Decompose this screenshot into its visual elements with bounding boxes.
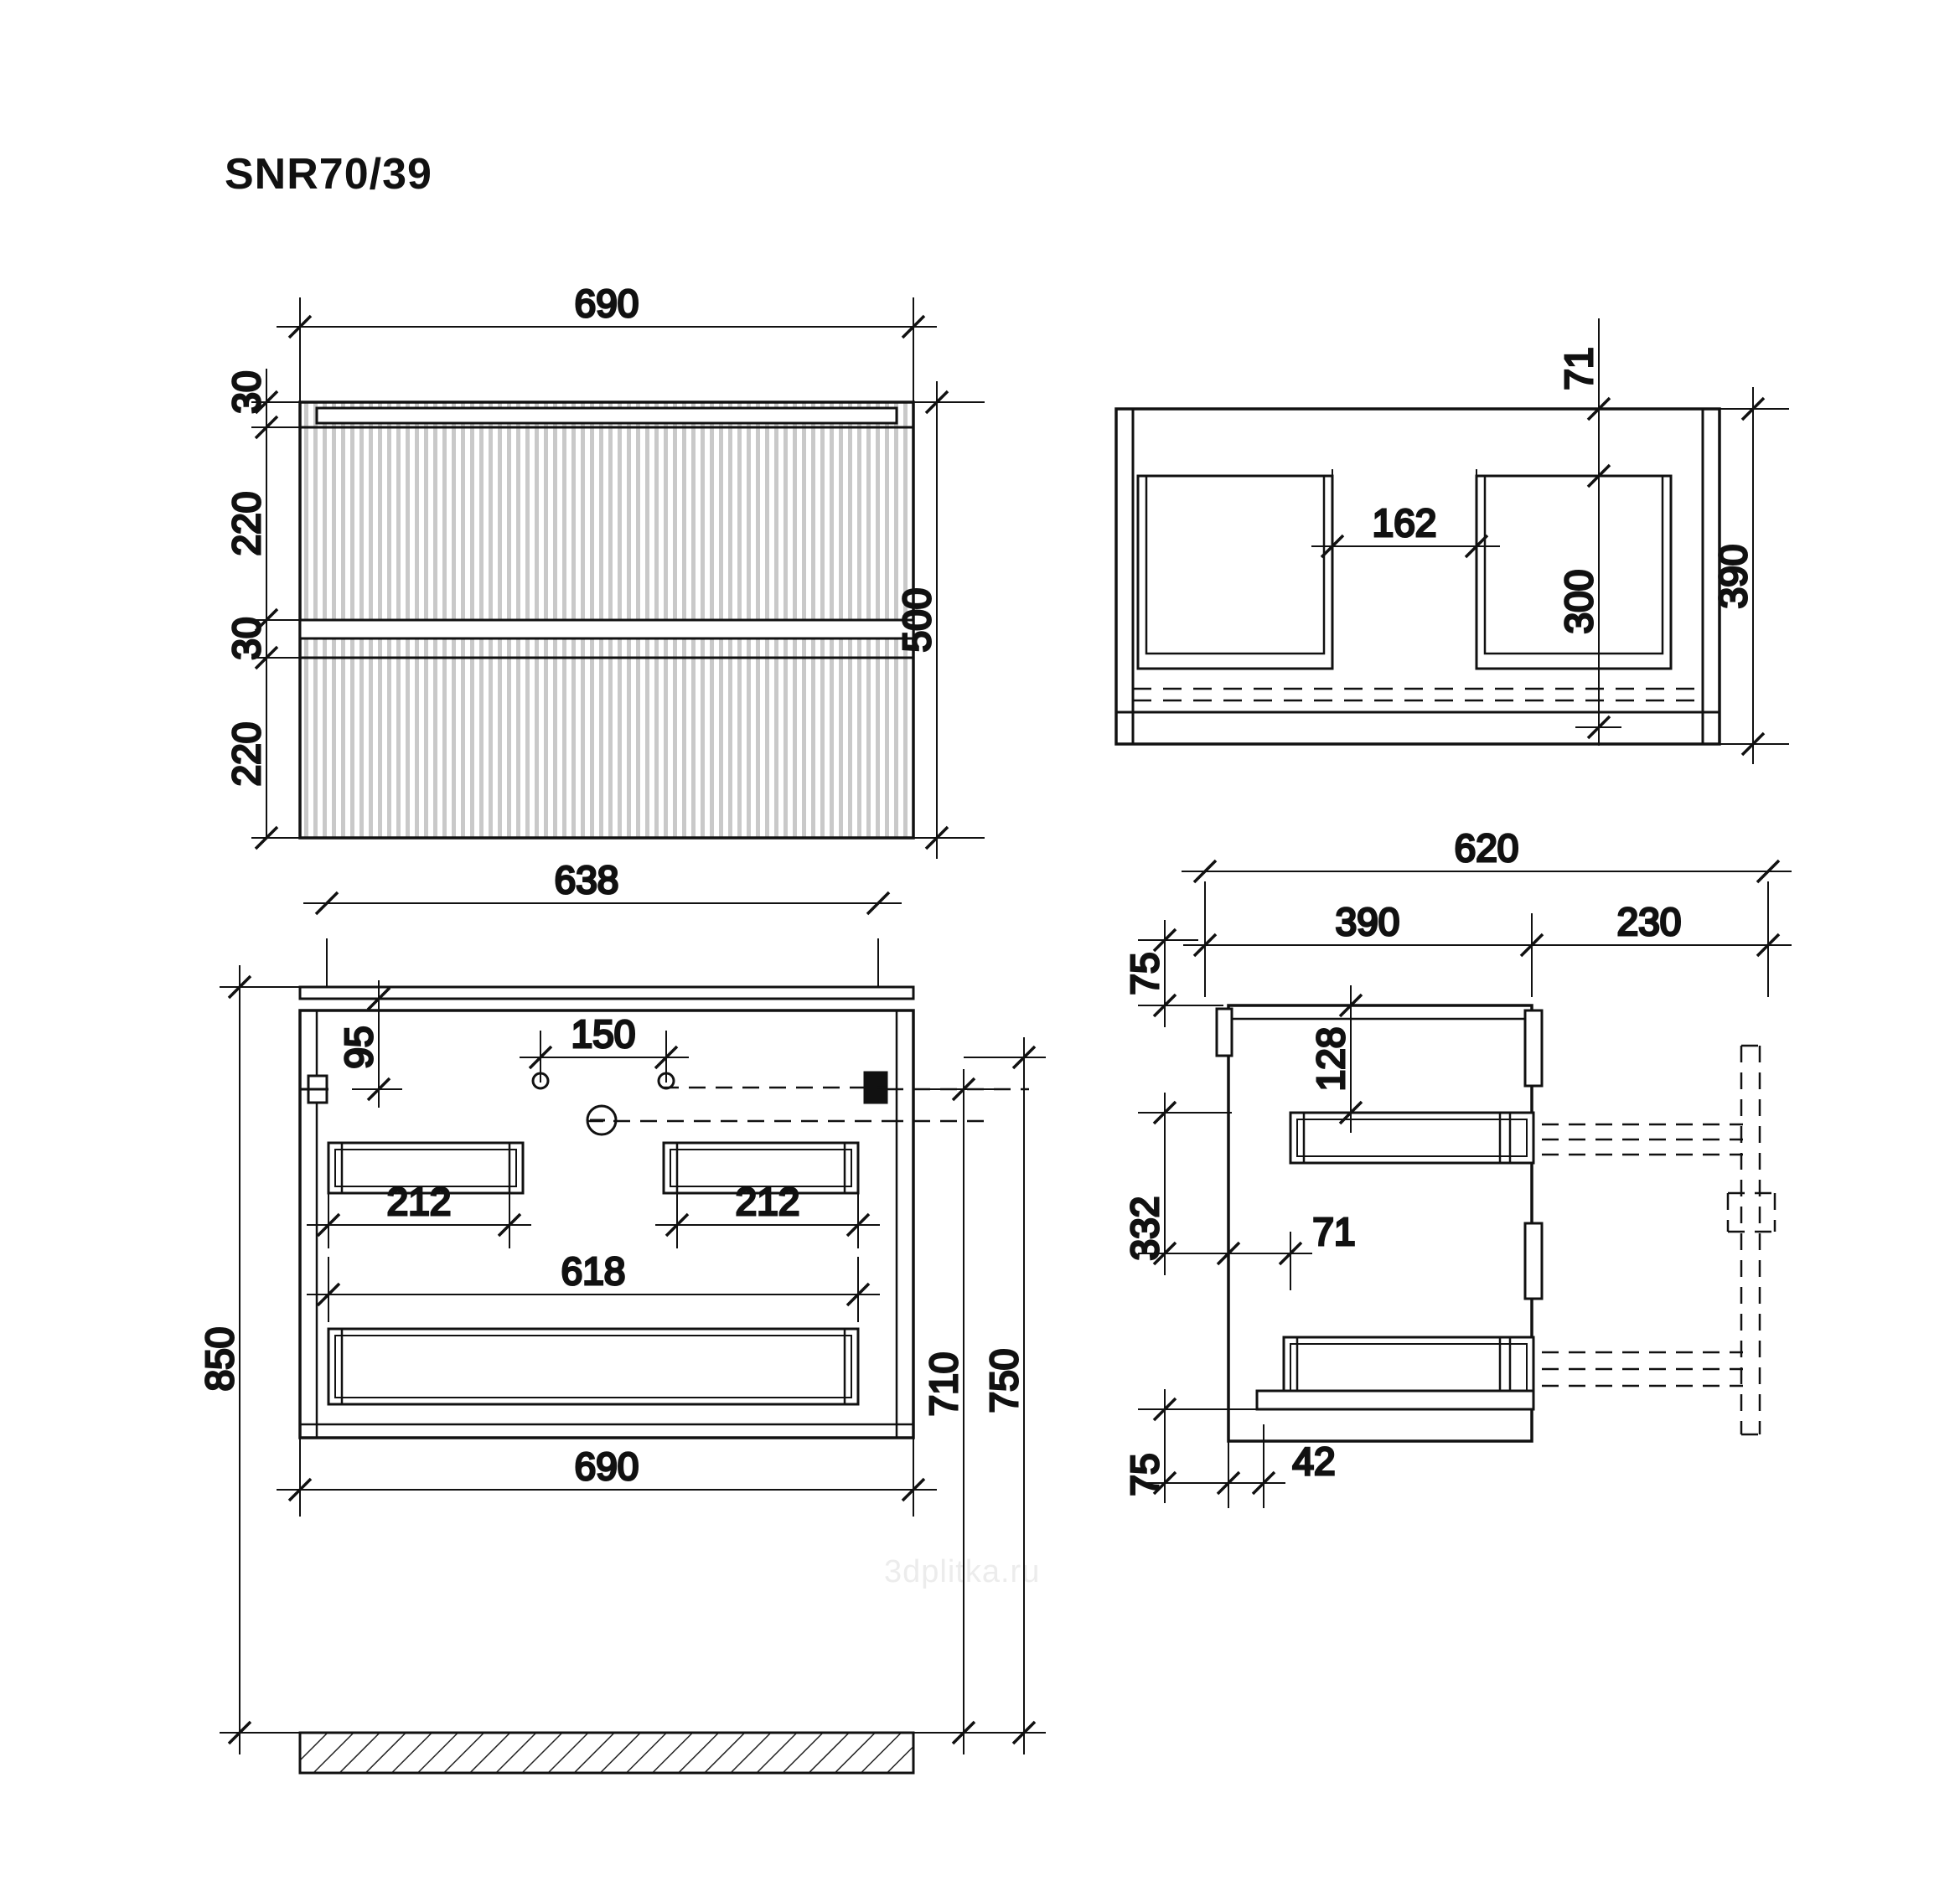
dim-inst-left-rail: 212 [386,1180,452,1223]
drawing-title: SNR70/39 [225,150,432,199]
dim-inst-hang-height: 710 [922,1351,965,1417]
dim-front-top-gap: 30 [225,370,268,414]
dim-side-upper-drawer: 128 [1309,1026,1352,1092]
dim-inst-top-width: 638 [554,858,619,902]
dim-plan-total-depth: 390 [1711,544,1755,609]
side-section-view [1123,826,1792,1508]
dim-front-total-height: 500 [895,587,939,653]
dim-inst-lower-rail: 618 [561,1249,626,1293]
dim-front-width: 690 [574,282,639,325]
dim-side-top-offset: 75 [1123,952,1166,995]
front-elevation-view [225,282,985,859]
dim-side-middle: 332 [1123,1196,1166,1261]
watermark: 3dplitka.ru [884,1554,1041,1589]
dim-side-total-depth: 620 [1454,826,1519,870]
dim-side-bottom-offset: 75 [1123,1453,1166,1496]
dim-plan-inner-depth: 300 [1557,569,1601,634]
dim-inst-holes-spacing: 150 [571,1012,636,1056]
dim-side-rail-offset: 71 [1312,1210,1356,1253]
dim-inst-bracket-drop: 95 [337,1026,380,1069]
dim-inst-right-rail: 212 [735,1180,800,1223]
top-plan-view [1116,318,1789,764]
dim-side-foot-offset: 42 [1292,1439,1336,1483]
dim-side-extension: 230 [1616,900,1682,943]
dim-plan-back-offset: 71 [1557,347,1601,390]
dim-front-upper-drawer: 220 [225,491,268,556]
dim-plan-center-gap: 162 [1372,501,1437,545]
dim-inst-mount-height: 750 [982,1348,1026,1413]
dim-side-body-depth: 390 [1335,900,1400,943]
front-installation-view [198,858,1046,1773]
dim-inst-bottom-width: 690 [574,1444,639,1488]
dim-inst-floor-height: 850 [198,1326,241,1392]
dim-front-mid-gap: 30 [225,617,268,660]
dim-front-lower-drawer: 220 [225,721,268,787]
